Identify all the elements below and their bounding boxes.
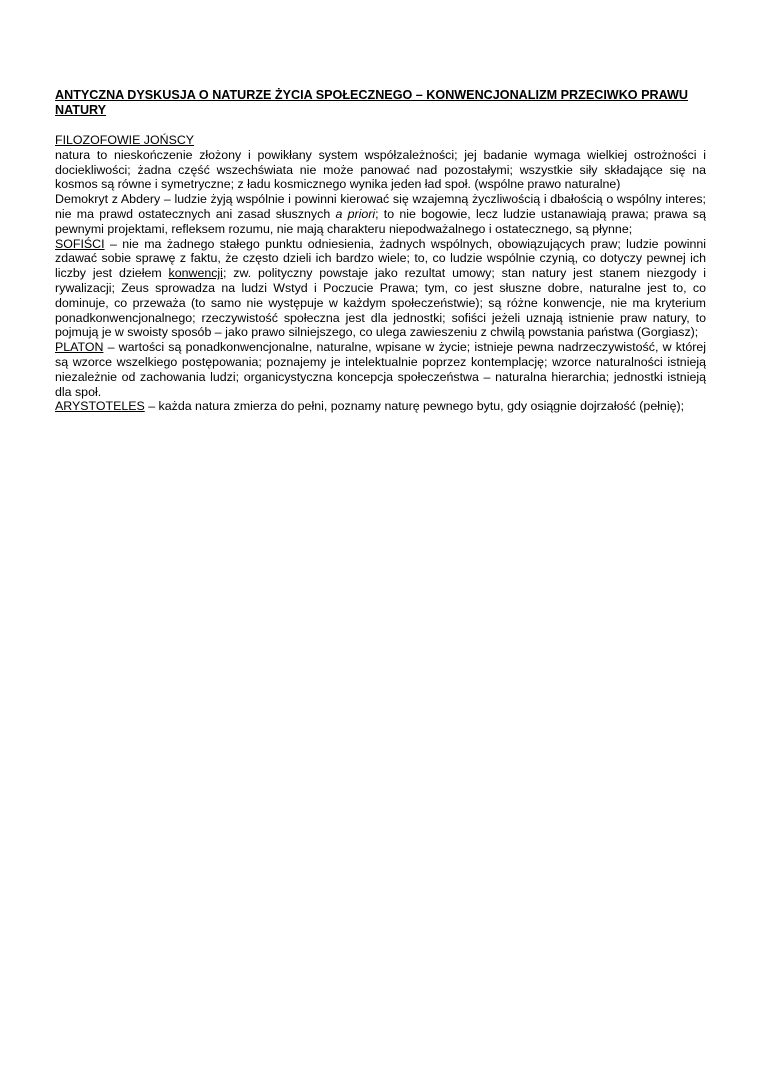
document-body	[55, 133, 706, 414]
text-democritus-after: ; to nie bogowie, lecz ludzie ustanawiają prawa; prawa są pewnymi projektami, refleksem rozumu, nie mają charakteru niepodważalnego i ostatecznego, są płynne;	[55, 206, 707, 236]
document-title: ANTYCZNA DYSKUSJA O NATURZE ŻYCIA SPOŁECZNEGO – KONWENCJONALIZM PRZECIWKO PRAWU NATURY	[55, 88, 688, 117]
section-sophists	[55, 237, 706, 341]
section-plato	[55, 340, 706, 399]
text-democritus-italic: a priori	[335, 206, 376, 221]
text-sophists-before: – nie ma żadnego stałego punktu odniesienia, żadnych wspólnych, obowiązujących praw; ludzie powinni zdawać sobie sprawę z faktu, że często dzieli ich bardzo wiele; to, co ludzie wspólnie czynią, co dotyczy pewnej ich liczby jest dziełem	[55, 236, 706, 281]
text-democritus-before: Demokryt z Abdery – ludzie żyją wspólnie i powinni kierować się wzajemną życzliwością i dbałością o wspólny interes; nie ma prawd ostatecznych ani zasad słusznych	[55, 192, 706, 221]
section-democritus	[55, 192, 706, 236]
heading-aristotle: ARYSTOTELES	[55, 399, 145, 414]
text-sophists-after: ; zw. polityczny powstaje jako rezultat umowy; stan natury jest stanem niezgody i rywalizacji; Zeus sprowadza na ludzi Wstyd i Poczucie Prawa; tym, co jest słuszne dobre, naturalne jest to, co dominuje, co przeważa (to samo nie występuje w każdym społeczeństwie); są różne konwencje, nie ma kryterium ponadkonwencjonalnego; rzeczywistość społeczna jest dla jednostki; sofiści jeżeli uznają istnienie praw natury, to pojmują je w swoisty sposób – jako prawo silniejszego, co ulega zawieszeniu z chwilą powstania państwa (Gorgiasz);	[55, 266, 707, 340]
heading-ionians: FILOZOFOWIE JOŃSCY	[55, 133, 195, 147]
text-sophists-underlined: konwencji	[168, 266, 223, 281]
section-ionians	[55, 133, 706, 192]
section-aristotle	[55, 399, 706, 414]
heading-sophists: SOFIŚCI	[55, 236, 105, 251]
text-aristotle: – każda natura zmierza do pełni, poznamy naturę pewnego bytu, gdy osiągnie dojrzałość (pełnię);	[144, 399, 685, 414]
heading-plato: PLATON	[55, 340, 104, 355]
text-ionians: natura to nieskończenie złożony i powikłany system współzależności; jej badanie wymaga wielkiej ostrożności i dociekliwości; żadna część wszechświata nie może panować nad pozostałymi; wszystkie siły składające się na kosmos są równe i symetryczne; z ładu kosmicznego wynika jeden ład społ. (wspólne prawo naturalne)	[55, 147, 706, 192]
text-plato: – wartości są ponadkonwencjonalne, naturalne, wpisane w życie; istnieje pewna nadrzeczywistość, w której są wzorce wszelkiego postępowania; poznajemy je intelektualnie poprzez kontemplację; wzorce naturalności istnieją niezależnie od zachowania ludzi; organicystyczna koncepcja społeczeństwa – naturalna hierarchia; jednostki istnieją dla społ.	[55, 340, 706, 399]
